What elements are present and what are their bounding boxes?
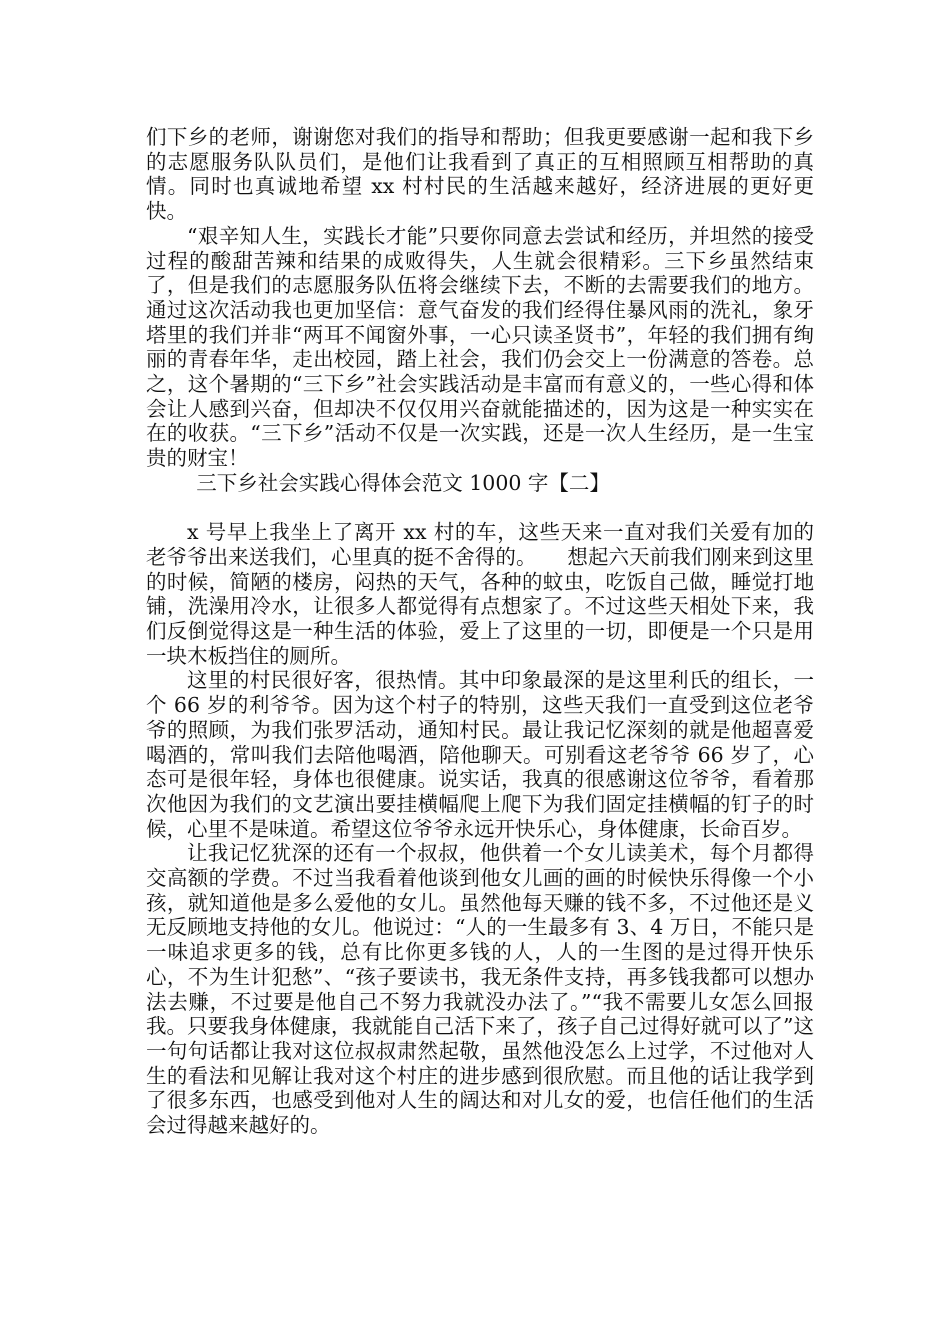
blank-line	[146, 496, 814, 521]
section-heading: 三下乡社会实践心得体会范文 1000 字【二】	[196, 470, 610, 495]
paragraph-uncle: 让我记忆犹深的还有一个叔叔，他供着一个女儿读美术，每个月都得交高额的学费。不过当我看着他谈到他女儿画的画的时候快乐得像一个小孩，就知道他是多么爱他的女儿。虽然他每天赚的钱不多，不过他还是义无反顾地支持他的女儿。他说过：“人的一生最多有 3、4 万日，不能只是一味追求更多的钱，总有比你更多钱的人，人的一生图的是过得开快乐心，不为生计犯愁”、“孩子要读书，我无条件支持，再多钱我都可以想办法去赚，不过要是他自己不努力我就没办法了。”“我不需要儿女怎么回报我。只要我身体健康，我就能自己活下来了，孩子自己过得好就可以了”这一句句话都让我对这位叔叔肃然起敬，虽然他没怎么上过学，不过他对人生的看法和见解让我对这个村庄的进步感到很欣慰。而且他的话让我学到了很多东西，也感受到他对人生的阔达和对儿女的爱，也信任他们的生活会过得越来越好的。	[146, 841, 814, 1138]
document-page	[146, 125, 814, 1138]
paragraph-conclusion: “艰辛知人生，实践长才能”只要你同意去尝试和经历，并坦然的接受过程的酸甜苦辣和结果的成败得失，人生就会很精彩。三下乡虽然结束了，但是我们的志愿服务队伍将会继续下去，不断的去需要我们的地方。通过这次活动我也更加坚信：意气奋发的我们经得住暴风雨的洗礼，象牙塔里的我们并非“两耳不闻窗外事，一心只读圣贤书”，年轻的我们拥有绚丽的青春年华，走出校园，踏上社会，我们仍会交上一份满意的答卷。总之，这个暑期的“三下乡”社会实践活动是丰富而有意义的，一些心得和体会让人感到兴奋，但却决不仅仅用兴奋就能描述的，因为这是一种实实在在的收获。“三下乡”活动不仅是一次实践，还是一次人生经历，是一生宝贵的财宝！	[146, 223, 814, 471]
paragraph-villagers: 这里的村民很好客，很热情。其中印象最深的是这里利氏的组长，一个 66 岁的利爷爷。因为这个村子的特别，这些天我们一直受到这位老爷爷的照顾，为我们张罗活动，通知村民。最让我记忆深刻的就是他超喜爱喝酒的，常叫我们去陪他喝酒，陪他聊天。可别看这老爷爷 66 岁了，心态可是很年轻，身体也很健康。说实话，我真的很感谢这位爷爷，看着那次他因为我们的文艺演出要挂横幅爬上爬下为我们固定挂横幅的钉子的时候，心里不是味道。希望这位爷爷永远开快乐心，身体健康，长命百岁。	[146, 668, 814, 841]
paragraph-continuation: 们下乡的老师，谢谢您对我们的指导和帮助；但我更要感谢一起和我下乡的志愿服务队队员们，是他们让我看到了真正的互相照顾互相帮助的真情。同时也真诚地希望 xx 村村民的生活越来越好，经济进展的更好更快。	[146, 125, 814, 224]
paragraph-departure: x 号早上我坐上了离开 xx 村的车，这些天来一直对我们关爱有加的老爷爷出来送我们，心里真的挺不舍得的。 想起六天前我们刚来到这里的时候，简陋的楼房，闷热的天气，各种的蚊虫，吃饭自己做，睡觉打地铺，洗澡用冷水，让很多人都觉得有点想家了。不过这些天相处下来，我们反倒觉得这是一种生活的体验，爱上了这里的一切，即便是一个只是用一块木板挡住的厕所。	[146, 520, 814, 668]
